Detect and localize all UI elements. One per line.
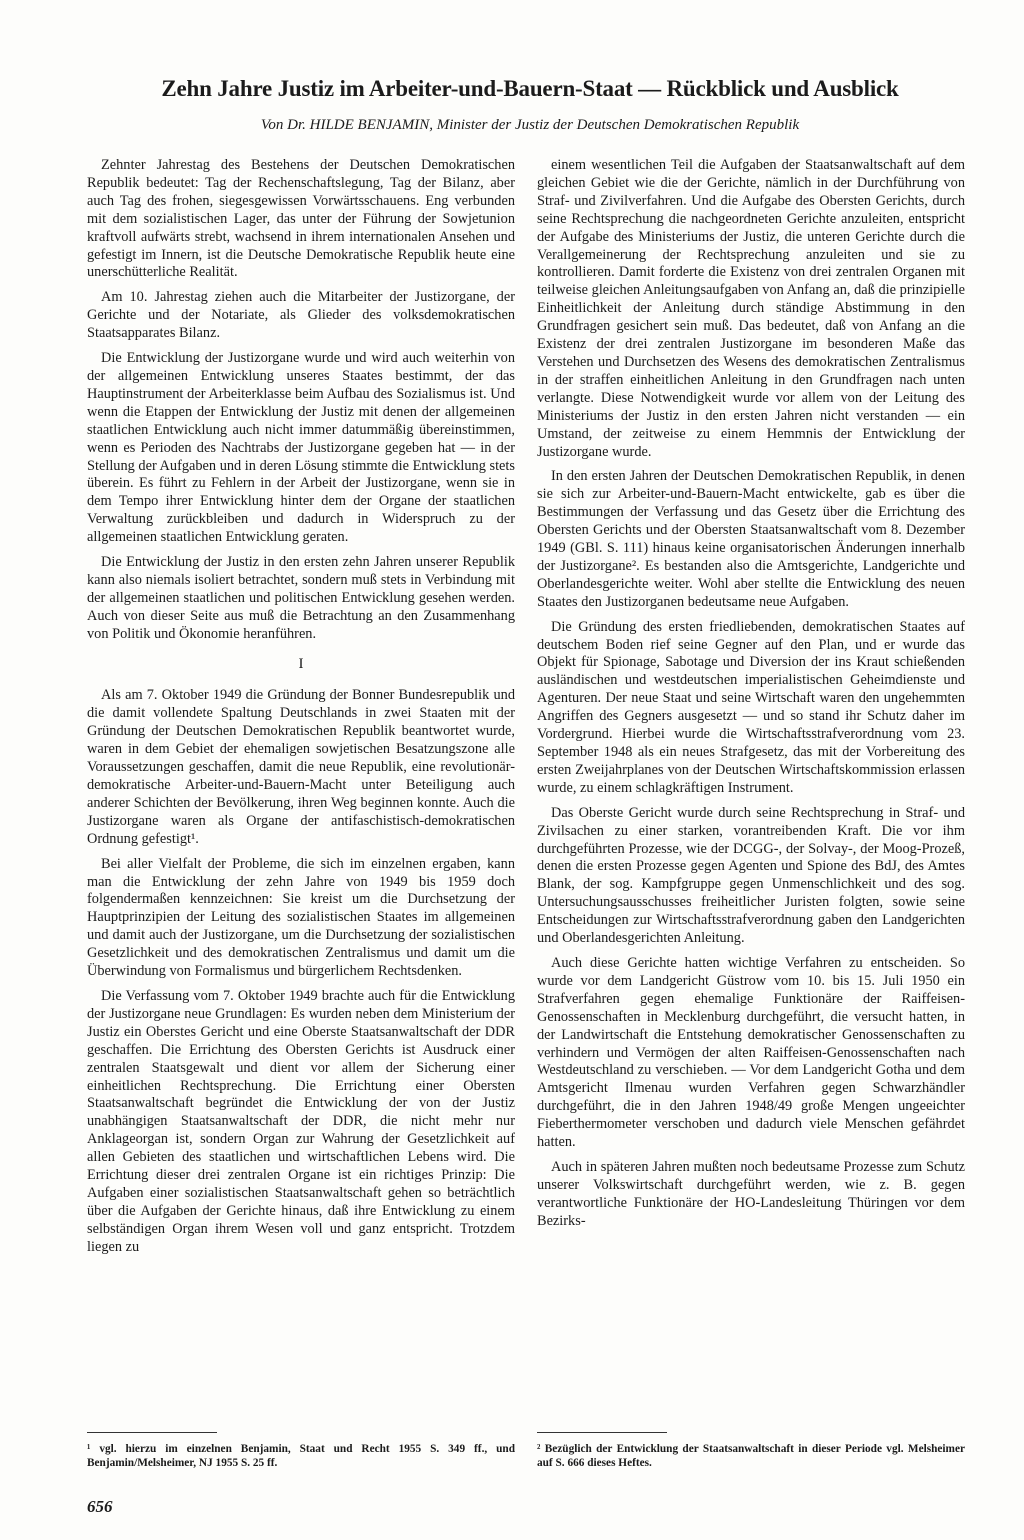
paragraph: Als am 7. Oktober 1949 die Gründung der Bonner Bundesrepublik und die damit vollendete Spaltung Deutschlands in zwei Staaten mit der Gründung der Deutschen Demokratischen Republik beantwortet wurde, waren in dem Gebiet der ehemaligen sowjetischen Besatzungszone alle Voraussetzungen geschaffen, damit die neue Republik, eine revolutionär-demokratische Arbeiter-und-Bauern-Macht unter Beteiligung auch anderer Schichten der Bevölkerung, ihren Weg beginnen konnte. Auch die Justizorgane waren als Organe der antifaschistisch-demokratischen Ordnung gefestigt¹. (87, 687, 515, 847)
footnote-2: ² Bezüglich der Entwicklung der Staatsanwaltschaft in dieser Periode vgl. Melsheimer auf S. 666 dieses Heftes. (537, 1443, 965, 1469)
paragraph: Am 10. Jahrestag ziehen auch die Mitarbeiter der Justizorgane, der Gerichte und der Notariate, als Glieder des volksdemokratischen Staatsapparates Bilanz. (87, 289, 515, 342)
paragraph: Die Gründung des ersten friedliebenden, demokratischen Staates auf deutschem Boden rief seine Gegner auf den Plan, und er wurde das Objekt für Spionage, Sabotage und Diversion der ins Kraut schießenden ausländischen und westdeutschen imperialistischen Geheimdienste und Agenturen. Der neue Staat und seine Wirtschaft waren den ungehemmten Angriffen des Gegners ausgesetzt — und so stand ihr Schutz daher im Vordergrund. Hierbei wurde die Wirtschaftsstrafverordnung vom 23. September 1948 als ein neues Strafgesetz, das mit der Vorbereitung des ersten Zweijahrplanes von der Deutschen Wirtschaftskommission erlassen wurde, zu einem schlagkräftigen Instrument. (537, 618, 965, 796)
paragraph: Die Entwicklung der Justiz in den ersten zehn Jahren unserer Republik kann also niemals isoliert betrachtet, sondern muß stets in Verbindung mit der allgemeinen staatlichen und politischen Entwicklung gesehen werden. Auch von dieser Seite aus muß die Betrachtung an den Zusammenhang von Politik und Ökonomie heranführen. (87, 554, 515, 642)
section-numeral: I (298, 655, 304, 672)
footnote-rule (87, 1432, 217, 1433)
paragraph: Die Verfassung vom 7. Oktober 1949 brachte auch für die Entwicklung der Justizorgane neue Grundlagen: Es wurden neben dem Ministerium der Justiz ein Oberstes Gericht und eine Oberste Staatsanwaltschaft der DDR geschaffen. Die Errichtung des Obersten Gerichts ist Ausdruck einer zentralen Staatsgewalt und dient vor allem der Sicherung einer einheitlichen Rechtsprechung. Die Errichtung einer Obersten Staatsanwaltschaft begründet die Entwicklung der von der Justiz unabhängigen Staatsanwaltschaft der DDR, die nicht mehr nur Anklageorgan ist, sondern Organ zur Wahrung der Gesetzlichkeit auf allen Gebieten des staatlichen und wirtschaftlichen Lebens wird. Die Errichtung dieser drei zentralen Organe ist ein richtiges Prinzip: Die Aufgaben einer sozialistischen Staatsanwaltschaft gehen so beträchtlich über die Aufgaben der Gerichte hinaus, daß ihre Entwicklung zu einem selbständigen Organ ihrem Wesen voll und ganz entspricht. Trotzdem liegen zu (87, 987, 515, 1255)
article-byline: Von Dr. HILDE BENJAMIN, Minister der Justiz der Deutschen Demokratischen Republik (260, 117, 800, 133)
footnote-1: ¹ vgl. hierzu im einzelnen Benjamin, Staat und Recht 1955 S. 349 ff., und Benjamin/Melsheimer, NJ 1955 S. 25 ff. (87, 1443, 515, 1469)
left-column (87, 157, 515, 1427)
right-column (537, 157, 965, 1427)
paragraph: Bei aller Vielfalt der Probleme, die sich im einzelnen ergaben, kann man die Entwicklung der zehn Jahre von 1949 bis 1959 doch folgendermaßen kennzeichnen: Sie kreist um die Durchsetzung der Hauptprinzipien der Leitung des sozialistischen Staates im allgemeinen und damit auch der Justizorgane, um die Durchsetzung der sozialistischen Gesetzlichkeit und des demokratischen Zentralismus und damit um die Überwindung von Formalismus und bürgerlichem Rechtsdenken. (87, 855, 515, 980)
paragraph: Die Entwicklung der Justizorgane wurde und wird auch weiterhin von der allgemeinen Entwicklung unseres Staates bestimmt, der das Hauptinstrument der Arbeiterklasse beim Aufbau des Sozialismus ist. Und wenn die Etappen der Entwicklung der Justiz mit denen der allgemeinen staatlichen Entwicklung auch nicht immer datummäßig übereinstimmen, wenn es Perioden des Nachtrabs der Justizorgane gegeben hat — in der Stellung der Aufgaben und in deren Lösung stimmte die Entwicklung stets überein. Es führt zu Fehlern in der Arbeit der Justizorgane, wenn sie in dem Tempo ihrer Entwicklung hinter dem der Organe der staatlichen Verwaltung zurückbleiben und dadurch in Widerspruch zu der allgemeinen staatlichen Entwicklung geraten. (87, 350, 515, 546)
paragraph: Zehnter Jahrestag des Bestehens der Deutschen Demokratischen Republik bedeutet: Tag der Rechenschaftslegung, Tag der Bilanz, aber auch Tag des frohen, siegesgewissen Vorwärtsschauens. Eng verbunden mit dem sozialistischen Lager, das unter der Führung der Sowjetunion kraftvoll aufwärts strebt, wachsend in ihrem internationalen Ansehen und gefestigt im Innern, ist die Deutsche Demokratische Republik heute eine unerschütterliche Realität. (87, 157, 515, 281)
article-title: Zehn Jahre Justiz im Arbeiter-und-Bauern-Staat — Rückblick und Ausblick (161, 76, 899, 101)
page-number: 656 (87, 1497, 113, 1516)
paragraph: Auch in späteren Jahren mußten noch bedeutsame Prozesse zum Schutz unserer Volkswirtschaft durchgeführt werden, wie z. B. gegen verantwortliche Funktionäre der HO-Landesleitung Thüringen vor dem Bezirks- (537, 1158, 965, 1229)
paragraph: In den ersten Jahren der Deutschen Demokratischen Republik, in denen sie sich zur Arbeiter-und-Bauern-Macht entwickelte, gab es über die Bestimmungen der Verfassung und das Gesetz über die Errichtung des Obersten Gerichts und der Obersten Staatsanwaltschaft vom 8. Dezember 1949 (GBl. S. 111) hinaus keine organisatorischen Änderungen innerhalb der Justizorgane². Es bestanden also die Amtsgerichte, Landgerichte und Oberlandesgerichte weiter. Wohl aber stellte die Entwicklung des neuen Staates den Justizorganen bedeutsame neue Aufgaben. (537, 468, 965, 610)
paragraph: Das Oberste Gericht wurde durch seine Rechtsprechung in Straf- und Zivilsachen zu einer starken, vorantreibenden Kraft. Die vor ihm durchgeführten Prozesse, wie der DCGG-, der Solvay-, der Moog-Prozeß, denen die ersten Prozesse gegen Agenten und Spione des BdJ, des Amtes Blank, der sog. Kampfgruppe gegen Unmenschlichkeit und des sog. Untersuchungsausschusses freiheitlicher Juristen folgten, sowie seine Entscheidungen zur Wirtschaftsstrafverordnung gaben den Landgerichten und Oberlandesgerichten Anleitung. (537, 804, 965, 947)
paragraph: einem wesentlichen Teil die Aufgaben der Staatsanwaltschaft auf dem gleichen Gebiet wie die der Gerichte, nämlich in der Durchführung von Straf- und Zivilverfahren. Und die Aufgabe des Obersten Gerichts, durch seine Rechtsprechung die nachgeordneten Gerichte anzuleiten, entspricht der Aufgabe des Ministeriums der Justiz, die unteren Gerichte durch die Verallgemeinerung der Rechtsprechung anzuleiten und sie zu kontrollieren. Damit forderte die Existenz von drei zentralen Organen mit teilweise gleichen Anleitungsaufgaben von Anfang an, daß die prinzipielle Einheitlichkeit der Anleitung durch ständige Abstimmung in den Grundfragen gesichert sein muß. Das bedeutet, daß von Anfang an die Existenz der drei zentralen Justizorgane im besonderen Maße das Verstehen und Durchsetzen des Wesens des demokratischen Zentralismus in der straffen einheitlichen Anleitung in den Grundfragen nach unten verlangte. Diese Notwendigkeit wurde vor allem von der Leitung des Ministeriums der Justiz in den ersten Jahren nicht verstanden — ein Umstand, der zeitweise zu einem Hemmnis der Entwicklung der Justizorgane wurde. (537, 157, 965, 460)
paragraph: Auch diese Gerichte hatten wichtige Verfahren zu entscheiden. So wurde vor dem Landgericht Güstrow vom 10. bis 15. Juli 1950 ein Strafverfahren gegen ehemalige Funktionäre der Raiffeisen-Genossenschaften in Mecklenburg durchgeführt, die versucht hatten, in der Landwirtschaft die Entstehung demokratischer Genossenschaften zu verhindern und Vermögen der alten Raiffeisen-Genossenschaften nach Westdeutschland zu verschieben. — Vor dem Landgericht Gotha und dem Amtsgericht Ilmenau wurden Verfahren gegen Schwarzhändler durchgeführt, die in den Jahren 1948/49 große Mengen ungeeichter Fieberthermometer verschoben und dadurch viele Menschen gefährdet hatten. (537, 954, 965, 1151)
footnote-rule (537, 1432, 667, 1433)
